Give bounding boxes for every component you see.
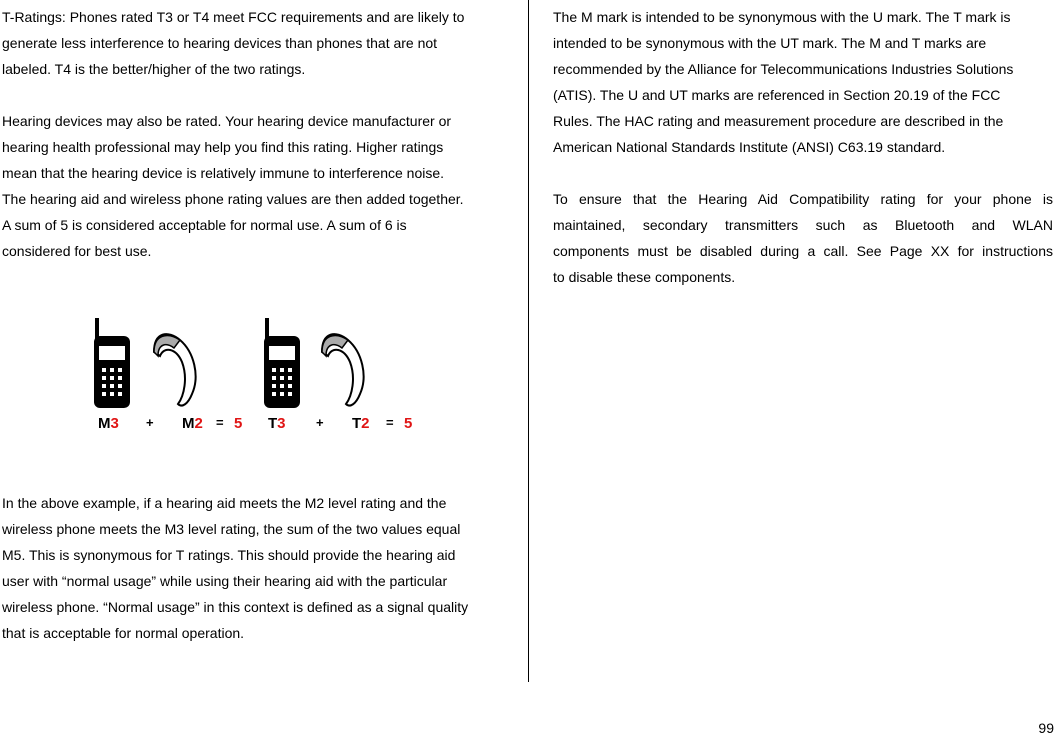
text-line: T-Ratings: Phones rated T3 or T4 meet FCC requirements and are likely to [2, 9, 465, 25]
text-line: (ATIS). The U and UT marks are referenced in Section 20.19 of the FCC [553, 87, 1001, 103]
hearing-aid-icon [322, 334, 364, 405]
hearing-aid-rating-label: M2 [182, 415, 203, 432]
sum-value: 5 [234, 415, 243, 432]
equals-sign: = [386, 415, 394, 430]
text-line: maintained, secondary transmitters such as Bluetooth and WLAN [553, 217, 1053, 233]
phone-icon [264, 318, 300, 408]
rating-illustration [88, 312, 428, 412]
phone-rating-label: M3 [98, 415, 119, 432]
text-line: To ensure that the Hearing Aid Compatibility rating for your phone is [553, 191, 1053, 207]
text-line: intended to be synonymous with the UT mark. The M and T marks are [553, 35, 987, 51]
text-line: labeled. T4 is the better/higher of the two ratings. [2, 61, 306, 77]
equals-sign: = [216, 415, 224, 430]
text-line: considered for best use. [2, 243, 152, 259]
plus-sign: + [146, 415, 154, 430]
hac-paragraph [553, 186, 1053, 290]
text-line: Rules. The HAC rating and measurement procedure are described in the [553, 113, 1004, 129]
text-line: generate less interference to hearing devices than phones that are not [2, 35, 438, 51]
text-line: recommended by the Alliance for Telecommunications Industries Solutions [553, 61, 1014, 77]
text-line: to disable these components. [553, 269, 736, 285]
text-line: components must be disabled during a call. See Page XX for instructions [553, 243, 1053, 259]
left-column [2, 4, 498, 264]
text-line: American National Standards Institute (ANSI) C63.19 standard. [553, 139, 946, 155]
column-divider [528, 0, 529, 682]
rating-sum-figure [88, 312, 428, 434]
text-line: wireless phone. “Normal usage” in this context is defined as a signal quality [2, 599, 469, 615]
text-line: mean that the hearing device is relatively immune to interference noise. [2, 165, 445, 181]
text-line: A sum of 5 is considered acceptable for normal use. A sum of 6 is [2, 217, 407, 233]
phone-icon [94, 318, 130, 408]
right-column [553, 4, 1053, 290]
text-line: hearing health professional may help you find this rating. Higher ratings [2, 139, 444, 155]
hearing-devices-paragraph [2, 108, 498, 264]
plus-sign: + [316, 415, 324, 430]
example-paragraph [2, 490, 498, 646]
text-line: that is acceptable for normal operation. [2, 625, 245, 641]
text-line: In the above example, if a hearing aid meets the M2 level rating and the [2, 495, 447, 511]
text-line: M5. This is synonymous for T ratings. This should provide the hearing aid [2, 547, 456, 563]
text-line: Hearing devices may also be rated. Your hearing device manufacturer or [2, 113, 452, 129]
hearing-aid-icon [154, 334, 196, 405]
phone-rating-label: T3 [268, 415, 286, 432]
t-ratings-paragraph [2, 4, 498, 82]
text-line: The M mark is intended to be synonymous with the U mark. The T mark is [553, 9, 1011, 25]
text-line: wireless phone meets the M3 level rating, the sum of the two values equal [2, 521, 461, 537]
m-mark-paragraph [553, 4, 1053, 160]
text-line: user with “normal usage” while using their hearing aid with the particular [2, 573, 448, 589]
sum-value: 5 [404, 415, 413, 432]
page-number: 99 [1038, 720, 1054, 736]
text-line: The hearing aid and wireless phone rating values are then added together. [2, 191, 464, 207]
hearing-aid-rating-label: T2 [352, 415, 370, 432]
left-column-bottom [2, 490, 498, 646]
